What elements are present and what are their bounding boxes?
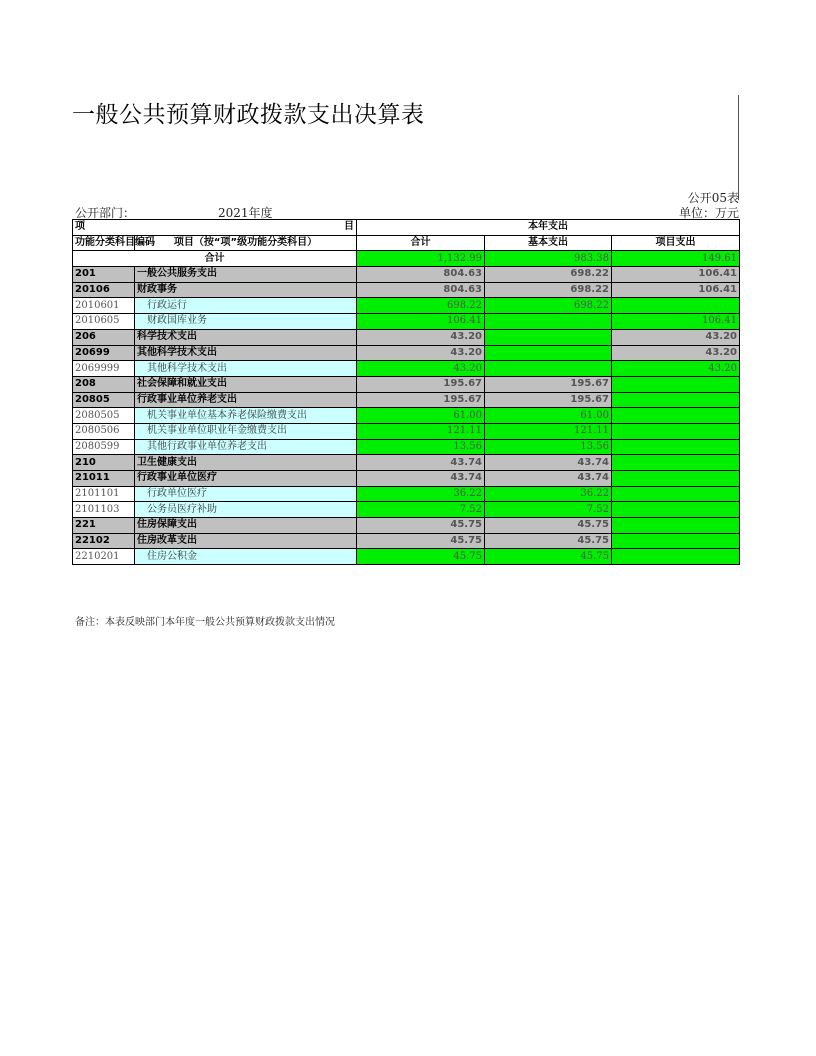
row-code: 2080599	[73, 439, 135, 455]
row-name: 财政事务	[135, 282, 357, 298]
row-basic: 45.75	[485, 518, 612, 534]
row-code: 21011	[73, 471, 135, 487]
total-project: 149.61	[612, 251, 740, 267]
row-project: 106.41	[612, 267, 740, 283]
table-row	[73, 298, 740, 314]
dept-label: 公开部门：	[75, 206, 136, 220]
header-row-2	[73, 235, 740, 251]
row-code: 2101103	[73, 502, 135, 518]
row-basic: 61.00	[485, 408, 612, 424]
row-total: 61.00	[357, 408, 485, 424]
header-name: 项目（按“项”级功能分类科目）	[135, 235, 357, 251]
row-basic: 698.22	[485, 282, 612, 298]
table-row	[73, 533, 740, 549]
row-project	[612, 376, 740, 392]
row-project	[612, 518, 740, 534]
row-code: 22102	[73, 533, 135, 549]
row-code: 210	[73, 455, 135, 471]
table-row	[73, 486, 740, 502]
table-row	[73, 267, 740, 283]
row-project: 43.20	[612, 345, 740, 361]
row-total: 43.20	[357, 329, 485, 345]
header-project: 项目支出	[612, 235, 740, 251]
row-code: 208	[73, 376, 135, 392]
table-row	[73, 314, 740, 330]
row-code: 2010605	[73, 314, 135, 330]
row-total: 804.63	[357, 267, 485, 283]
row-code: 2010601	[73, 298, 135, 314]
table-row	[73, 361, 740, 377]
row-total: 121.11	[357, 423, 485, 439]
row-name: 卫生健康支出	[135, 455, 357, 471]
row-name: 其他科学技术支出	[135, 361, 357, 377]
row-total: 7.52	[357, 502, 485, 518]
page-title: 一般公共预算财政拨款支出决算表	[72, 102, 425, 128]
row-project: 106.41	[612, 282, 740, 298]
total-label: 合计	[73, 251, 357, 267]
row-total: 36.22	[357, 486, 485, 502]
row-code: 201	[73, 267, 135, 283]
row-project: 43.20	[612, 329, 740, 345]
row-code: 2080506	[73, 423, 135, 439]
row-basic: 698.22	[485, 267, 612, 283]
row-project	[612, 392, 740, 408]
footnote: 备注：本表反映部门本年度一般公共预算财政拨款支出情况	[75, 617, 335, 628]
row-project	[612, 455, 740, 471]
header-total: 合计	[357, 235, 485, 251]
table-row	[73, 423, 740, 439]
row-total: 106.41	[357, 314, 485, 330]
table-row	[73, 282, 740, 298]
table-row	[73, 502, 740, 518]
table-row	[73, 455, 740, 471]
row-name: 行政运行	[135, 298, 357, 314]
row-total: 43.20	[357, 361, 485, 377]
fiscal-year: 2021年度	[218, 206, 273, 220]
header-row-1	[73, 220, 740, 236]
row-basic	[485, 361, 612, 377]
row-total: 13.56	[357, 439, 485, 455]
header-item-left: 项	[75, 221, 85, 233]
row-code: 2101101	[73, 486, 135, 502]
table-row	[73, 408, 740, 424]
header-current-year: 本年支出	[357, 220, 740, 236]
row-basic	[485, 345, 612, 361]
row-total: 43.74	[357, 471, 485, 487]
row-basic: 195.67	[485, 376, 612, 392]
row-total: 45.75	[357, 549, 485, 565]
row-name: 财政国库业务	[135, 314, 357, 330]
total-basic: 983.38	[485, 251, 612, 267]
expenditure-table	[72, 219, 740, 565]
row-total: 45.75	[357, 518, 485, 534]
table-row	[73, 392, 740, 408]
row-project: 106.41	[612, 314, 740, 330]
row-code: 20805	[73, 392, 135, 408]
row-total: 195.67	[357, 376, 485, 392]
form-number: 公开05表	[687, 191, 739, 205]
row-code: 2210201	[73, 549, 135, 565]
header-basic: 基本支出	[485, 235, 612, 251]
table-row	[73, 376, 740, 392]
total-total: 1,132.99	[357, 251, 485, 267]
row-code: 206	[73, 329, 135, 345]
row-name: 住房改革支出	[135, 533, 357, 549]
page-edge-line	[738, 95, 739, 200]
row-project: 43.20	[612, 361, 740, 377]
row-total: 43.20	[357, 345, 485, 361]
table-row	[73, 439, 740, 455]
row-project	[612, 408, 740, 424]
row-code: 20106	[73, 282, 135, 298]
row-basic: 13.56	[485, 439, 612, 455]
row-project	[612, 423, 740, 439]
row-basic: 43.74	[485, 471, 612, 487]
row-basic: 195.67	[485, 392, 612, 408]
table-row	[73, 329, 740, 345]
row-basic	[485, 329, 612, 345]
header-item-right: 目	[344, 221, 354, 233]
row-name: 住房保障支出	[135, 518, 357, 534]
row-basic	[485, 314, 612, 330]
row-name: 行政单位医疗	[135, 486, 357, 502]
row-total: 698.22	[357, 298, 485, 314]
row-name: 行政事业单位养老支出	[135, 392, 357, 408]
row-project	[612, 549, 740, 565]
row-project	[612, 533, 740, 549]
row-total: 195.67	[357, 392, 485, 408]
row-project	[612, 486, 740, 502]
table-row	[73, 345, 740, 361]
row-basic: 121.11	[485, 423, 612, 439]
row-basic: 698.22	[485, 298, 612, 314]
row-project	[612, 471, 740, 487]
header-code: 功能分类科目编码	[73, 235, 135, 251]
table-row	[73, 549, 740, 565]
row-name: 科学技术支出	[135, 329, 357, 345]
table-row	[73, 471, 740, 487]
row-code: 221	[73, 518, 135, 534]
table-row	[73, 518, 740, 534]
row-basic: 45.75	[485, 533, 612, 549]
row-code: 20699	[73, 345, 135, 361]
row-name: 住房公积金	[135, 549, 357, 565]
row-basic: 36.22	[485, 486, 612, 502]
row-project	[612, 502, 740, 518]
row-name: 行政事业单位医疗	[135, 471, 357, 487]
row-basic: 45.75	[485, 549, 612, 565]
unit-label: 单位：万元	[678, 206, 739, 220]
row-name: 公务员医疗补助	[135, 502, 357, 518]
row-code: 2080505	[73, 408, 135, 424]
row-code: 2069999	[73, 361, 135, 377]
row-name: 社会保障和就业支出	[135, 376, 357, 392]
header-item-cell	[73, 220, 357, 236]
row-name: 其他行政事业单位养老支出	[135, 439, 357, 455]
row-total: 45.75	[357, 533, 485, 549]
total-row	[73, 251, 740, 267]
row-name: 机关事业单位职业年金缴费支出	[135, 423, 357, 439]
row-name: 其他科学技术支出	[135, 345, 357, 361]
row-name: 一般公共服务支出	[135, 267, 357, 283]
row-project	[612, 439, 740, 455]
row-basic: 43.74	[485, 455, 612, 471]
row-total: 43.74	[357, 455, 485, 471]
row-total: 804.63	[357, 282, 485, 298]
row-project	[612, 298, 740, 314]
row-basic: 7.52	[485, 502, 612, 518]
row-name: 机关事业单位基本养老保险缴费支出	[135, 408, 357, 424]
